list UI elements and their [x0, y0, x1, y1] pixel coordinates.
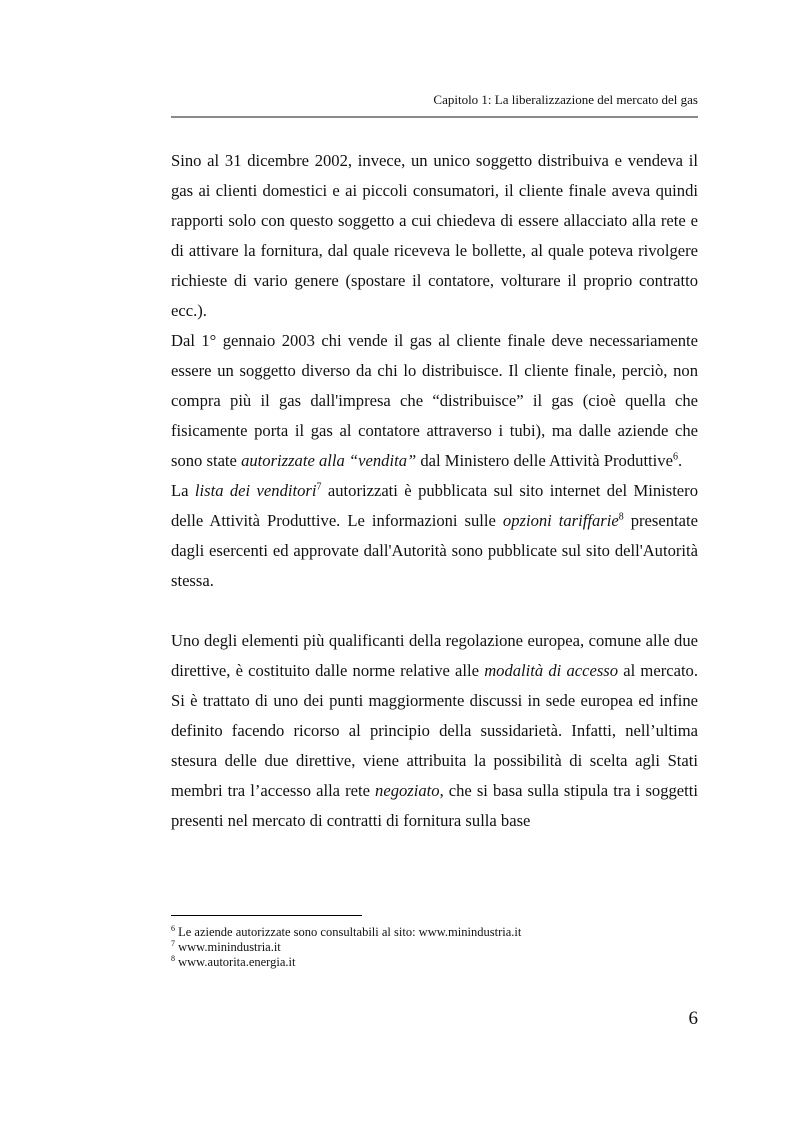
running-header: Capitolo 1: La liberalizzazione del mercato del gas [433, 92, 698, 107]
paragraph-2-text: . [677, 451, 683, 470]
emphasis-opzioni-tariffarie: opzioni tariffarie [502, 511, 619, 530]
footnote-number: 8 [171, 953, 175, 963]
footnote-text: www.minindustria.it [175, 940, 281, 954]
footnote-6 [171, 925, 698, 940]
paragraph-4-text: Uno degli elementi più qualificanti della regolazione europea, comune alle due direttive, è costituito dalle norme relative alle [171, 631, 698, 680]
emphasis-modalita-accesso: modalità di accesso [484, 661, 619, 680]
paragraph-3-text: presentate dagli esercenti ed approvate dall'Autorità sono pubblicate sul sito dell'Autorità stessa. [171, 511, 698, 590]
footnote-text: www.autorita.energia.it [175, 955, 296, 969]
emphasis-negoziato: negoziato [375, 781, 440, 800]
paragraph-2-text: dal Ministero delle Attività Produttive [416, 451, 673, 470]
page-number: 6 [688, 1008, 698, 1029]
paragraph-4-text: , che si basa sulla stipula tra i soggetti presenti nel mercato di contratti di fornitura sulla base [171, 781, 698, 830]
emphasis-lista-venditori: lista dei venditori [194, 481, 317, 500]
footnote-ref-7[interactable]: 7 [316, 481, 322, 493]
footnote-text: Le aziende autorizzate sono consultabili al sito: www.minindustria.it [175, 925, 522, 939]
footnote-rule [171, 915, 362, 916]
paragraph-4 [171, 626, 698, 836]
footnote-7 [171, 940, 698, 955]
footnote-ref-6[interactable]: 6 [672, 451, 678, 463]
footnote-number: 6 [171, 923, 175, 933]
body-text [171, 146, 698, 836]
footnote-ref-8[interactable]: 8 [618, 511, 624, 523]
paragraph-1: Sino al 31 dicembre 2002, invece, un unico soggetto distribuiva e vendeva il gas ai clienti domestici e ai piccoli consumatori, il cliente finale aveva quindi rapporti solo con questo soggetto a cui chiedeva di essere allacciato alla rete e di attivare la fornitura, dal quale riceveva le bollette, al quale poteva rivolgere richieste di vario genere (spostare il contatore, volturare il proprio contratto ecc.). [171, 151, 698, 320]
footnotes [171, 925, 698, 970]
footnote-number: 7 [171, 938, 175, 948]
paragraph-2-text: Dal 1° gennaio 2003 chi vende il gas al cliente finale deve necessariamente essere un soggetto diverso da chi lo distribuisce. Il cliente finale, perciò, non compra più il gas dall'impresa che “distribuisce” il gas (cioè quella che fisicamente porta il gas al contatore attraverso i tubi), ma dalle aziende che sono state [171, 331, 698, 470]
header-rule [171, 116, 698, 118]
paragraph-2 [171, 326, 698, 476]
footnote-8 [171, 955, 698, 970]
paragraph-3 [171, 476, 698, 596]
paragraph-3-text: La [171, 481, 195, 500]
paragraph-4-text: al mercato. Si è trattato di uno dei punti maggiormente discussi in sede europea ed infine definito facendo ricorso al principio della sussidarietà. Infatti, nell’ultima stesura delle due direttive, viene attribuita la possibilità di scelta agli Stati membri tra l’accesso alla rete [171, 661, 699, 800]
paragraph-3-text: autorizzati è pubblicata sul sito internet del Ministero delle Attività Produttive. Le informazioni sulle [171, 481, 698, 530]
emphasis-autorizzate: autorizzate alla “vendita” [241, 451, 417, 470]
